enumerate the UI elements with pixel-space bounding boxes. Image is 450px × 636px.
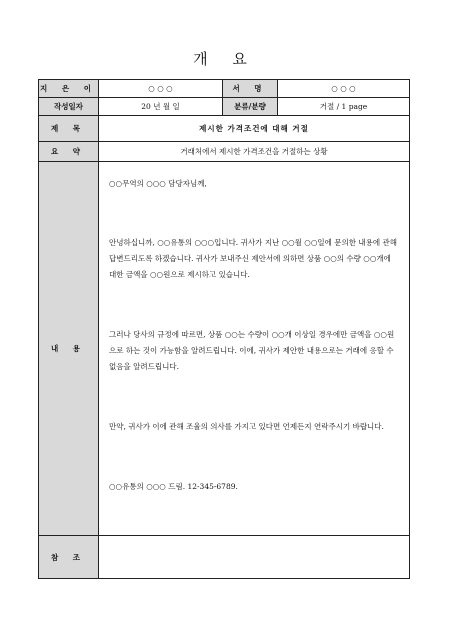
author-value: ○ ○ ○ <box>99 80 223 98</box>
date-label: 작성일자 <box>39 98 99 116</box>
letter-paragraph-1: 안녕하십니까, ○○유통의 ○○○입니다. 귀사가 지난 ○○월 ○○일에 문의한 내용에 관해 답변드리도록 하겠습니다. 귀사가 보내주신 제안서에 의하면 상품 ○○의 수량 ○○개에 대한 금액을 ○○원으로 제시하고 있습니다. <box>109 238 397 279</box>
signature-value: ○ ○ ○ <box>278 80 410 98</box>
category-value: 거절 / 1 page <box>278 98 410 116</box>
letter-signature: ○○유통의 ○○○ 드림. 12-345-6789. <box>109 482 238 491</box>
content-label: 내 용 <box>39 162 99 536</box>
reference-label: 참 조 <box>39 536 99 579</box>
summary-label: 요 약 <box>39 142 99 162</box>
category-label: 분류/분량 <box>223 98 278 116</box>
signature-label: 서 명 <box>223 80 278 98</box>
subject-label: 제 목 <box>39 116 99 142</box>
reference-value <box>99 536 410 579</box>
author-label: 지 은 이 <box>39 80 99 98</box>
summary-form-table <box>38 79 410 579</box>
letter-paragraph-3: 만약, 귀사가 이에 관해 조율의 의사를 가지고 있다면 언제든지 연락주시기 바랍니다. <box>109 422 384 431</box>
summary-value: 거래처에서 제시한 가격조건을 거절하는 상황 <box>99 142 410 162</box>
page-title: 개 요 <box>193 50 257 68</box>
content-body <box>99 162 410 536</box>
letter-paragraph-2: 그러나 당사의 규정에 따르면, 상품 ○○는 수량이 ○○개 이상일 경우에만 금액을 ○○원으로 하는 것이 가능함을 알려드립니다. 이에, 귀사가 제안한 내용으로는 거래에 응할 수 없음을 알려드립니다. <box>109 330 395 371</box>
letter-greeting: ○○무역의 ○○○ 담당자님께, <box>109 179 207 188</box>
date-value: 20 년 월 일 <box>99 98 223 116</box>
subject-value: 제시한 가격조건에 대해 거절 <box>99 116 410 142</box>
